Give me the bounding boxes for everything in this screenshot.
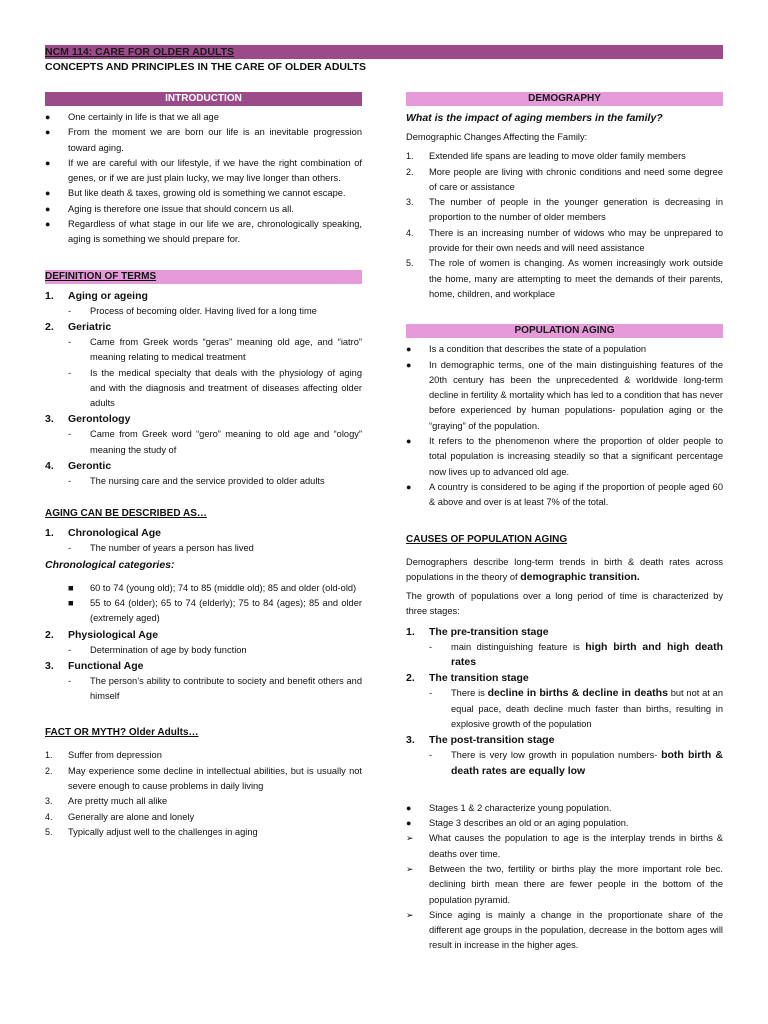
causes-paragraph-2: The growth of populations over a long period of time is characterized by three stages: [406, 591, 723, 617]
introduction-list [45, 110, 362, 248]
term-physiological-age: 2. Physiological Age [45, 628, 159, 641]
definition-text: - Is the medical specialty that deals with the physiology of aging and with the diagnosis and treatment of diseases affecting older adults [68, 367, 362, 409]
definition-text: - The nursing care and the service provided to older adults [68, 476, 325, 487]
definition-text: - Came from Greek words “geras” meaning old age, and “iatro” meaning relating to medical treatment [68, 336, 362, 363]
list-item: ● Stage 3 describes an old or an aging population. [406, 816, 723, 831]
document-title: NCM 114: CARE FOR OLDER ADULTS [45, 46, 235, 58]
list-item: 4. Generally are alone and lonely [45, 811, 195, 822]
list-item: 3. The number of people in the younger generation is decreasing in proportion to the number of older members [406, 197, 723, 223]
stage-3-title: 3. The post-transition stage [406, 734, 555, 747]
right-column [406, 92, 723, 954]
list-item: 5. Typically adjust well to the challenges in aging [45, 826, 258, 837]
bullet-icon: ● [45, 112, 51, 122]
list-item: ➢ What causes the population to age is the interplay trends in births & deaths over time. [406, 833, 723, 859]
bullet-icon: ■ [68, 582, 74, 593]
demography-heading: DEMOGRAPHY [406, 92, 723, 106]
bullet-icon: ■ [68, 597, 74, 608]
bullet-icon: ● [406, 436, 412, 447]
list-item: ● Is a condition that describes the state of a population [406, 342, 723, 357]
definition-text: - Came from Greek word “gero” meaning to old age and “ology” meaning the study of [68, 429, 362, 455]
bullet-icon: ● [406, 344, 412, 355]
aging-described-heading: AGING CAN BE DESCRIBED AS… [45, 508, 207, 520]
causes-heading: CAUSES OF POPULATION AGING [406, 533, 568, 545]
definition-of-terms-heading: DEFINITION OF TERMS [45, 270, 362, 284]
list-item: ● Aging is therefore one issue that should concern us all. [45, 202, 362, 217]
bullet-icon: ● [406, 802, 412, 813]
bullet-icon: ● [45, 157, 51, 168]
bullet-icon: ● [406, 818, 412, 829]
term-aging: 1. Aging or ageing [45, 289, 148, 302]
term-gerontology: 3. Gerontology [45, 413, 131, 426]
term-chronological-age: 1. Chronological Age [45, 527, 161, 540]
demography-question: What is the impact of aging members in the family? [406, 112, 663, 124]
list-item: ➢ Between the two, fertility or births play the more important role bec. declining birth mean there are fewer people in the bottom of the population pyramid. [406, 863, 723, 905]
term-functional-age: 3. Functional Age [45, 659, 144, 672]
document-subtitle: CONCEPTS AND PRINCIPLES IN THE CARE OF OLDER ADULTS [45, 61, 367, 73]
list-item: ● But like death & taxes, growing old is something we cannot escape. [45, 186, 362, 201]
definition-text: - The person’s ability to contribute to society and benefit others and himself [68, 675, 362, 702]
stage-3-text: - There is very low growth in population numbers- both birth & death rates are equally low [429, 749, 723, 777]
list-item: ● In demographic terms, one of the main distinguishing features of the 20th century has been the unprecedented & worldwide long-term decline in fertility & mortality which has led to a condition that has never before experienced by human populations- population aging or the “graying” of the population. [406, 359, 723, 431]
list-item: ● Regardless of what stage in our life we are, chronologically speaking, aging is something we should prepare for. [45, 219, 362, 245]
population-aging-heading: POPULATION AGING [406, 324, 723, 338]
stage-1-text: - main distinguishing feature is high birth and high death rates [429, 640, 723, 669]
list-item: 1. Suffer from depression [45, 750, 162, 761]
arrow-icon: ➢ [406, 863, 414, 874]
list-item: 5. The role of women is changing. As women increasingly work outside the home, many are attempting to meet the demands of their parents, home, children, and workplace [406, 258, 723, 299]
causes-paragraph-1: Demographers describe long-term trends in birth & death rates across populations in the theory of demographic transition. [406, 556, 723, 583]
bullet-icon: ● [45, 219, 51, 230]
bullet-icon: ● [45, 188, 51, 199]
bullet-icon: ● [406, 481, 412, 492]
arrow-icon: ➢ [406, 909, 414, 920]
stage-1-title: 1. The pre-transition stage [406, 625, 549, 638]
stage-2-text: - There is decline in births & decline in deaths but not at an equal pace, death decline much faster than births, resulting in explosive growth of the population [429, 687, 724, 729]
list-item: ● From the moment we are born our life is an inevitable progression toward aging. [45, 127, 362, 153]
list-item: ● A country is considered to be aging if the proportion of people aged 60 & above and over is at least 7% of the total. [406, 481, 723, 508]
list-item: ● If we are careful with our lifestyle, if we have the right combination of genes, or if we are just plain lucky, we may live longer than others. [45, 157, 362, 184]
left-column [45, 92, 362, 840]
list-item: ➢ Since aging is mainly a change in the proportionate share of the different age groups in the population, decrease in the bottom ages will result in increase in the higher ages. [406, 909, 723, 951]
term-geriatric: 2. Geriatric [45, 320, 112, 333]
chronological-categories-title: Chronological categories: [45, 558, 175, 571]
list-item: ● One certainly in life is that we all age [45, 110, 362, 125]
demography-intro: Demographic Changes Affecting the Family: [406, 132, 588, 142]
list-item: ● It refers to the phenomenon where the proportion of older people to total population is increasing steadily so that a significant percentage now lives up to advanced old age. [406, 436, 723, 477]
list-item: 2. More people are living with chronic conditions and need some degree of care or assistance [406, 166, 723, 192]
definition-text: - The number of years a person has lived [68, 543, 254, 554]
bullet-icon: ● [406, 359, 412, 370]
introduction-heading: INTRODUCTION [45, 92, 362, 106]
list-item: ● Stages 1 & 2 characterize young population. [406, 801, 723, 816]
list-item: 4. There is an increasing number of widows who may be unprepared to provide for their own needs and will need assistance [406, 227, 723, 254]
fact-or-myth-heading: FACT OR MYTH? Older Adults… [45, 727, 199, 739]
term-gerontic: 4. Gerontic [45, 460, 112, 473]
definition-text: - Process of becoming older. Having lived for a long time [68, 305, 317, 316]
arrow-icon: ➢ [406, 833, 414, 844]
bullet-icon: ● [45, 203, 51, 214]
stage-2-title: 2. The transition stage [406, 672, 529, 685]
list-item: ■ 60 to 74 (young old); 74 to 85 (middle old); 85 and older (old-old) [45, 581, 362, 596]
list-item: 1. Extended life spans are leading to move older family members [406, 151, 686, 162]
definition-text: - Determination of age by body function [68, 644, 247, 655]
bullet-icon: ● [45, 127, 51, 138]
list-item: 2. May experience some decline in intellectual abilities, but is usually not severe enough to cause problems in daily living [45, 765, 362, 792]
list-item: 3. Are pretty much all alike [45, 796, 168, 807]
list-item: ■ 55 to 64 (older); 65 to 74 (elderly); 75 to 84 (ages); 85 and older (extremely aged) [68, 597, 362, 624]
